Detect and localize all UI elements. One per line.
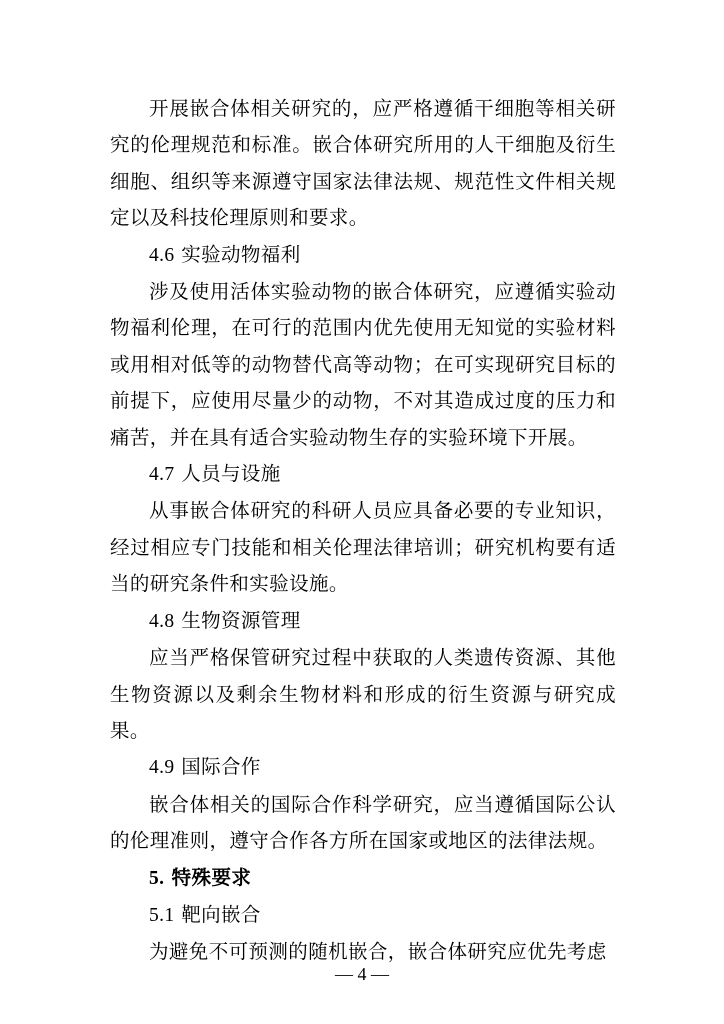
page-number: — 4 — xyxy=(335,964,389,984)
section-heading-4-8 xyxy=(110,603,616,640)
section-title: 生物资源管理 xyxy=(181,608,301,632)
section-number: 5.1 xyxy=(149,904,175,926)
section-number: 4.7 xyxy=(149,464,175,486)
section-number: 4.6 xyxy=(149,244,175,266)
section-heading-5 xyxy=(110,860,616,897)
section-heading-4-6 xyxy=(110,237,616,274)
section-number: 5. xyxy=(149,867,165,889)
section-heading-4-9 xyxy=(110,749,616,786)
paragraph-stem-cell-ethics: 开展嵌合体相关研究的，应严格遵循干细胞等相关研究的伦理规范和标准。嵌合体研究所用的人干细胞及衍生细胞、组织等来源遵守国家法律法规、规范性文件相关规定以及科技伦理原则和要求。 xyxy=(110,97,616,230)
section-title: 实验动物福利 xyxy=(181,242,301,266)
section-title: 特殊要求 xyxy=(171,865,252,889)
paragraph-bioresource-management: 应当严格保管研究过程中获取的人类遗传资源、其他生物资源以及剩余生物材料和形成的衍生资源与研究成果。 xyxy=(110,646,616,742)
paragraph-animal-welfare: 涉及使用活体实验动物的嵌合体研究，应遵循实验动物福利伦理，在可行的范围内优先使用无知觉的实验材料或用相对低等的动物替代高等动物；在可实现研究目标的前提下，应使用尽量少的动物，不对其造成过度的压力和痛苦，并在具有适合实验动物生存的实验环境下开展。 xyxy=(110,280,616,449)
document-body xyxy=(110,91,616,971)
section-heading-4-7 xyxy=(110,456,616,493)
section-number: 4.9 xyxy=(149,757,175,779)
paragraph-targeted-chimerism: 为避免不可预测的随机嵌合，嵌合体研究应优先考虑 xyxy=(149,940,607,964)
section-title: 靶向嵌合 xyxy=(181,902,261,926)
section-number: 4.8 xyxy=(149,610,175,632)
section-title: 人员与设施 xyxy=(181,462,281,486)
paragraph-personnel-facilities: 从事嵌合体研究的科研人员应具备必要的专业知识，经过相应专门技能和相关伦理法律培训；研究机构要有适当的研究条件和实验设施。 xyxy=(110,499,616,596)
paragraph-international-cooperation: 嵌合体相关的国际合作科学研究，应当遵循国际公认的伦理准则，遵守合作各方所在国家或地区的法律法规。 xyxy=(110,792,616,853)
section-heading-5-1 xyxy=(110,897,616,934)
section-title: 国际合作 xyxy=(181,755,261,779)
